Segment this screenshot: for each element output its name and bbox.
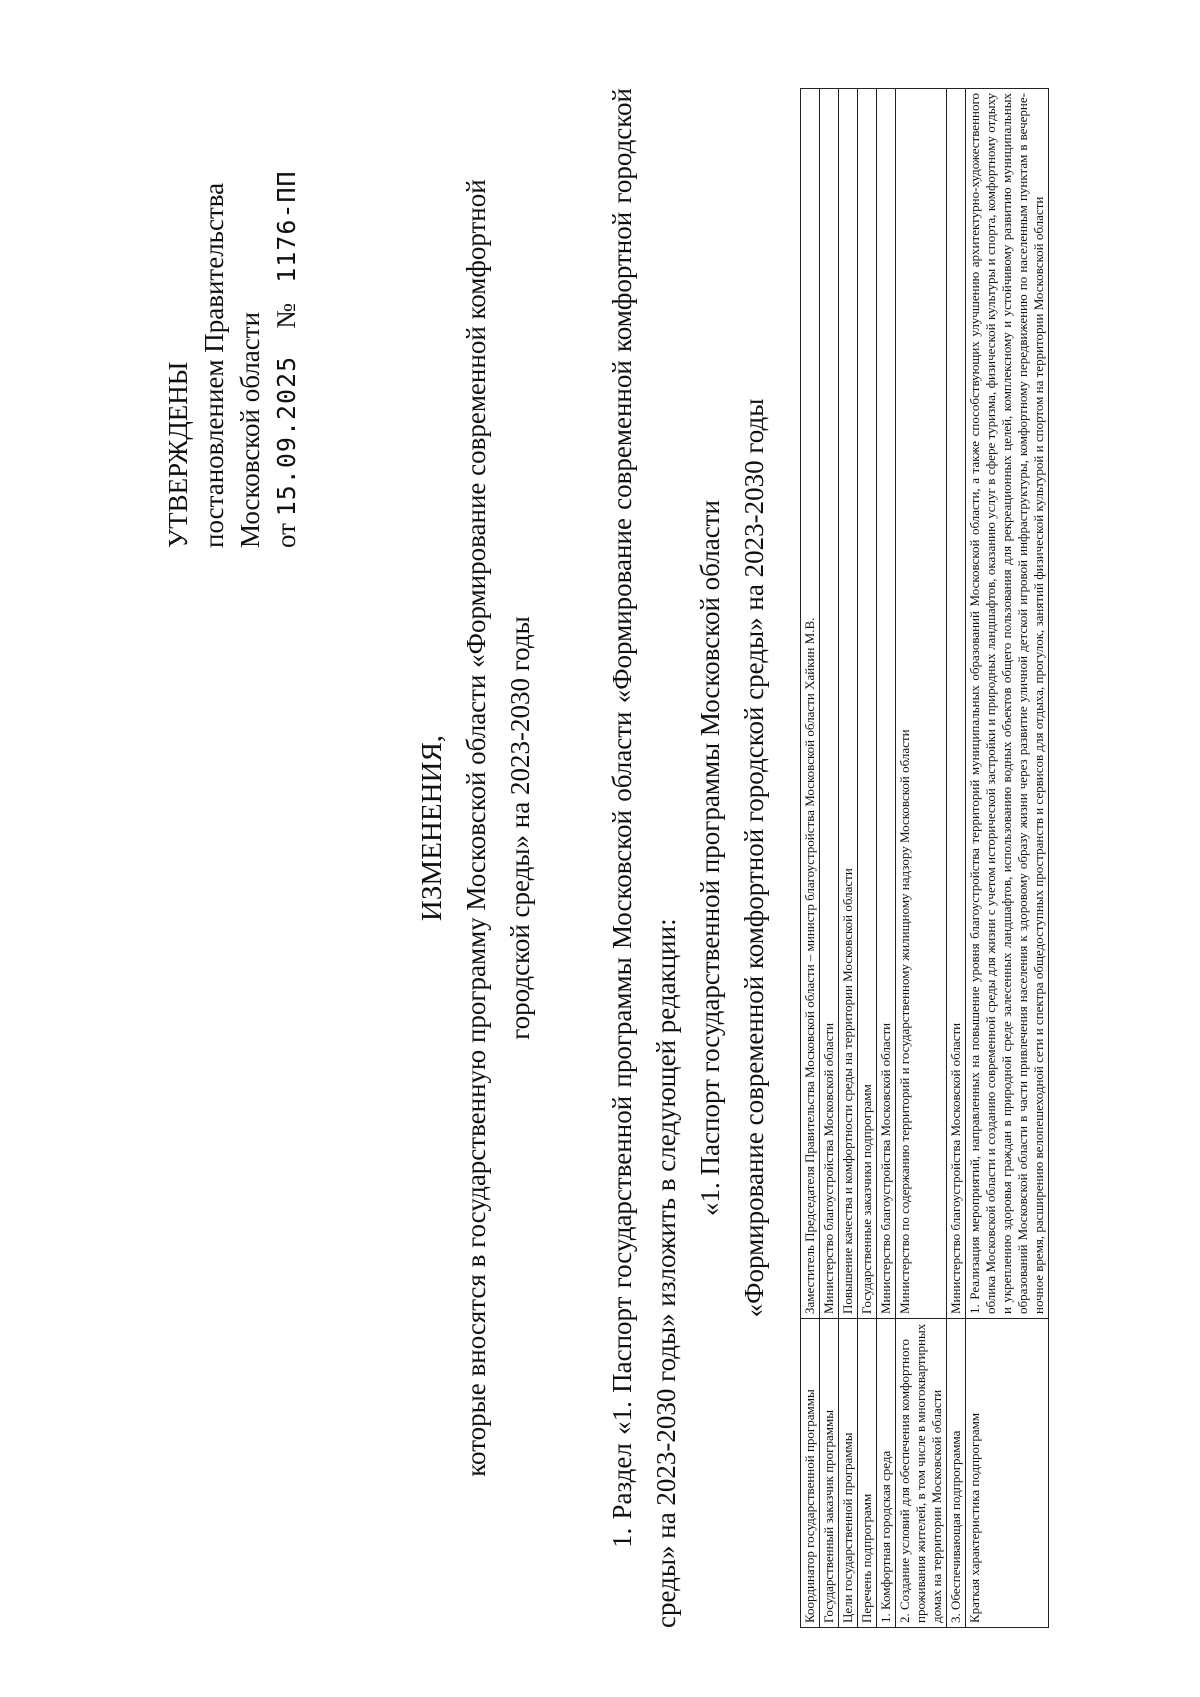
row-value: Повышение качества и комфортности среды на территории Московской области: [839, 89, 858, 1319]
approved-label: УТВЕРЖДЕНЫ: [163, 361, 193, 548]
row-label: Цели государственной программы: [839, 1319, 858, 1628]
row-value: 1. Реализация мероприятий, направленных на повышение уровня благоустройства территорий муниципальных образований Московской области, а также способствующих улучшению архитектурно-художественного облика Московской области и созданию современной среды для жизни с учетом исторической застройки и природных ландшафтов, оказанию услуг в сфере туризма, физической культуры и спорта, комфортному отдыху и укреплению здоровья граждан в природной среде залесенных ландшафтов, использованию водных объектов общего пользования для рекреационных целей, комплексному и устойчивому развитию муниципальных образований Московской области в части привлечения населения к здоровому образу жизни через развитие уличной детской игровой инфраструктуры, комфортному передвижению по населенным пунктам в вечерне-ночное время, расширению велопешеходной сети и спектра общедоступных пространств и сервисов для отдыха, прогулок, занятий физической культурой и спортом на территории Московской области: [966, 89, 1049, 1319]
section-block: [600, 88, 776, 1628]
date-prefix: от: [271, 523, 301, 548]
table-row: [877, 89, 896, 1628]
number-sign: №: [271, 303, 301, 329]
row-label: Координатор государственной программы: [801, 1319, 820, 1628]
row-label: 1. Комфортная городская среда: [877, 1319, 896, 1628]
table-row: [801, 89, 820, 1628]
row-value: Государственные заказчики подпрограмм: [858, 89, 877, 1319]
section-intro: 1. Раздел «1. Паспорт государственной программы Московской области «Формирование современной комфортной городской среды» на 2023-2030 годы» изложить в следующей редакции:: [607, 88, 681, 1628]
approved-region-label: Московской области: [235, 311, 265, 548]
table-row: [966, 89, 1049, 1628]
approval-date-line: [268, 8, 305, 548]
table-row: [858, 89, 877, 1628]
passport-subtitle: «Формирование современной комфортной городской среды» на 2023-2030 годы: [739, 398, 769, 1318]
row-value: Министерство благоустройства Московской области: [820, 89, 839, 1319]
table-row: [839, 89, 858, 1628]
passport-title: «1. Паспорт государственной программы Московской области: [695, 500, 725, 1216]
row-label: Государственный заказчик программы: [820, 1319, 839, 1628]
approval-stamp-block: [160, 8, 305, 548]
table-row: [947, 89, 966, 1628]
table-row: [820, 89, 839, 1628]
rotated-document-page: [10, 8, 1190, 1688]
row-label: 3. Обеспечивающая подпрограмма: [947, 1319, 966, 1628]
document-title-block: [410, 118, 542, 1538]
row-label: Краткая характеристика подпрограмм: [966, 1319, 1049, 1628]
row-value: Заместитель Председателя Правительства Московской области – министр благоустройства Московской области Хайкин М.В.: [801, 89, 820, 1319]
row-value: Министерство по содержанию территорий и государственному жилищному надзору Московской области: [896, 89, 947, 1319]
approval-date: 15.09.2025: [272, 355, 301, 517]
row-label: 2. Создание условий для обеспечения комфортного проживания жителей, в том числе в многоквартирных домах на территории Московской области: [896, 1319, 947, 1628]
row-value: Министерство благоустройства Московской области: [877, 89, 896, 1319]
document-heading: ИЗМЕНЕНИЯ,: [416, 734, 448, 922]
row-label: Перечень подпрограмм: [858, 1319, 877, 1628]
passport-table: [800, 88, 1049, 1628]
document-title-line-1: которые вносятся в государственную программу Московской области «Формирование современной комфортной: [461, 179, 491, 1477]
table-row: [896, 89, 947, 1628]
approval-number: 1176-ПП: [272, 170, 301, 283]
approved-by-label: постановлением Правительства: [199, 182, 229, 548]
row-value: Министерство благоустройства Московской области: [947, 89, 966, 1319]
document-title-line-2: городской среды» на 2023-2030 годы: [505, 616, 535, 1040]
